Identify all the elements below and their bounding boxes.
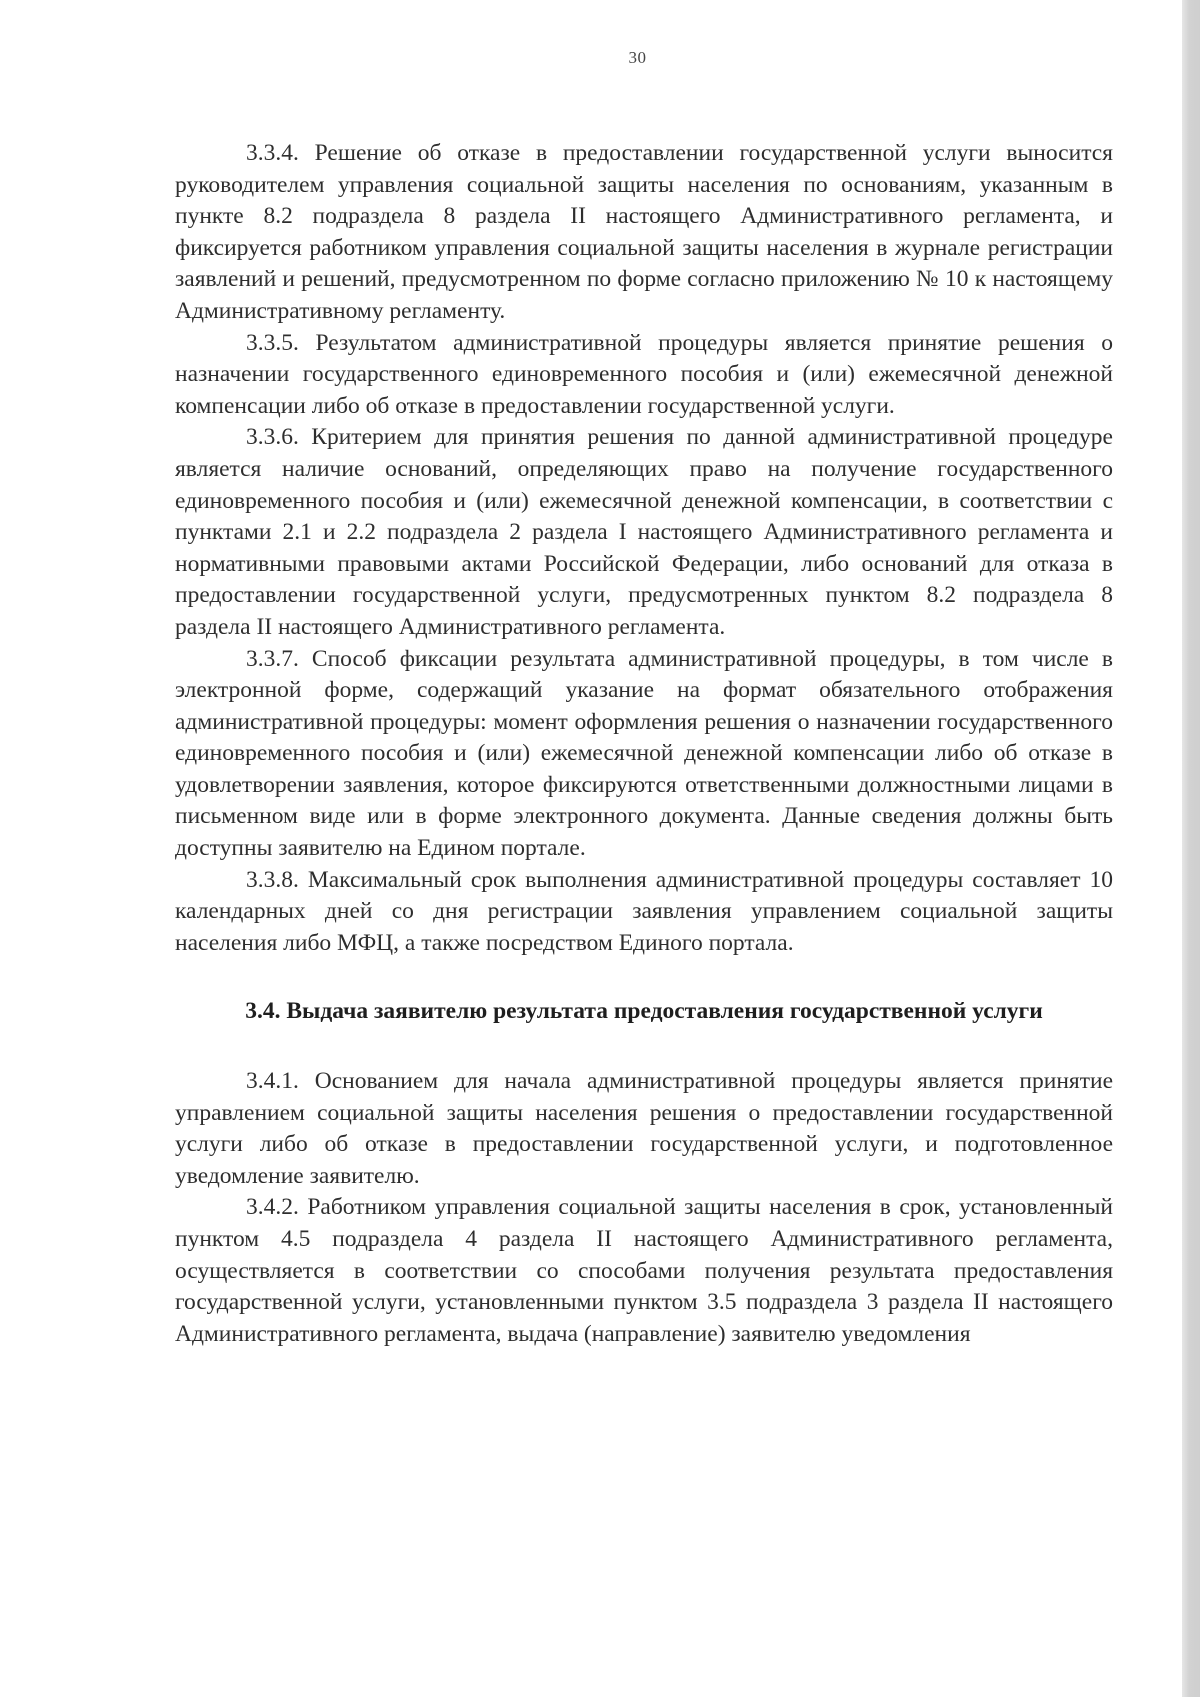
- paragraph-3-3-4: 3.3.4. Решение об отказе в предоставлении государственной услуги выносится руководителем управления социальной защиты населения по основаниям, указанным в пункте 8.2 подраздела 8 раздела II настоящего Административного регламента, и фиксируется работником управления социальной защиты населения в журнале регистрации заявлений и решений, предусмотренном по форме согласно приложению № 10 к настоящему Административному регламенту.: [175, 140, 1113, 324]
- paragraph-3-4-2: 3.4.2. Работником управления социальной защиты населения в срок, установленный пунктом 4.5 подраздела 4 раздела II настоящего Административного регламента, осуществляется в соответствии со способами получения результата предоставления государственной услуги, установленными пунктом 3.5 подраздела 3 раздела II настоящего Административного регламента, выдача (направление) заявителю уведомления: [175, 1194, 1113, 1347]
- scan-edge-shadow: [1182, 0, 1200, 1697]
- paragraph-3-3-5: 3.3.5. Результатом административной процедуры является принятие решения о назначении государственного единовременного пособия и (или) ежемесячной денежной компенсации либо об отказе в предоставлении государственной услуги.: [175, 329, 1113, 419]
- document-body: [175, 138, 1113, 1350]
- paragraph-3-4-1: 3.4.1. Основанием для начала административной процедуры является принятие управлением социальной защиты населения решения о предоставлении государственной услуги либо об отказе в предоставлении государственной услуги, и подготовленное уведомление заявителю.: [175, 1068, 1113, 1189]
- paragraph-3-3-8: 3.3.8. Максимальный срок выполнения административной процедуры составляет 10 календарных дней со дня регистрации заявления управлением социальной защиты населения либо МФЦ, а также посредством Единого портала.: [175, 866, 1113, 956]
- paragraph-3-3-6: 3.3.6. Критерием для принятия решения по данной административной процедуре является наличие оснований, определяющих право на получение государственного единовременного пособия и (или) ежемесячной денежной компенсации, в соответствии с пунктами 2.1 и 2.2 подраздела 2 раздела I настоящего Административного регламента и нормативными правовыми актами Российской Федерации, либо оснований для отказа в предоставлении государственной услуги, предусмотренных пунктом 8.2 подраздела 8 раздела II настоящего Административного регламента.: [175, 424, 1113, 640]
- section-heading-3-4: 3.4. Выдача заявителю результата предоставления государственной услуги: [245, 998, 1043, 1025]
- page-number: 30: [628, 48, 647, 67]
- paragraph-3-3-7: 3.3.7. Способ фиксации результата административной процедуры, в том числе в электронной форме, содержащий указание на формат обязательного отображения административной процедуры: момент оформления решения о назначении государственного единовременного пособия и (или) ежемесячной денежной компенсации либо об отказе в удовлетворении заявления, которое фиксируются ответственными должностными лицами в письменном виде или в форме электронного документа. Данные сведения должны быть доступны заявителю на Едином портале.: [175, 645, 1113, 862]
